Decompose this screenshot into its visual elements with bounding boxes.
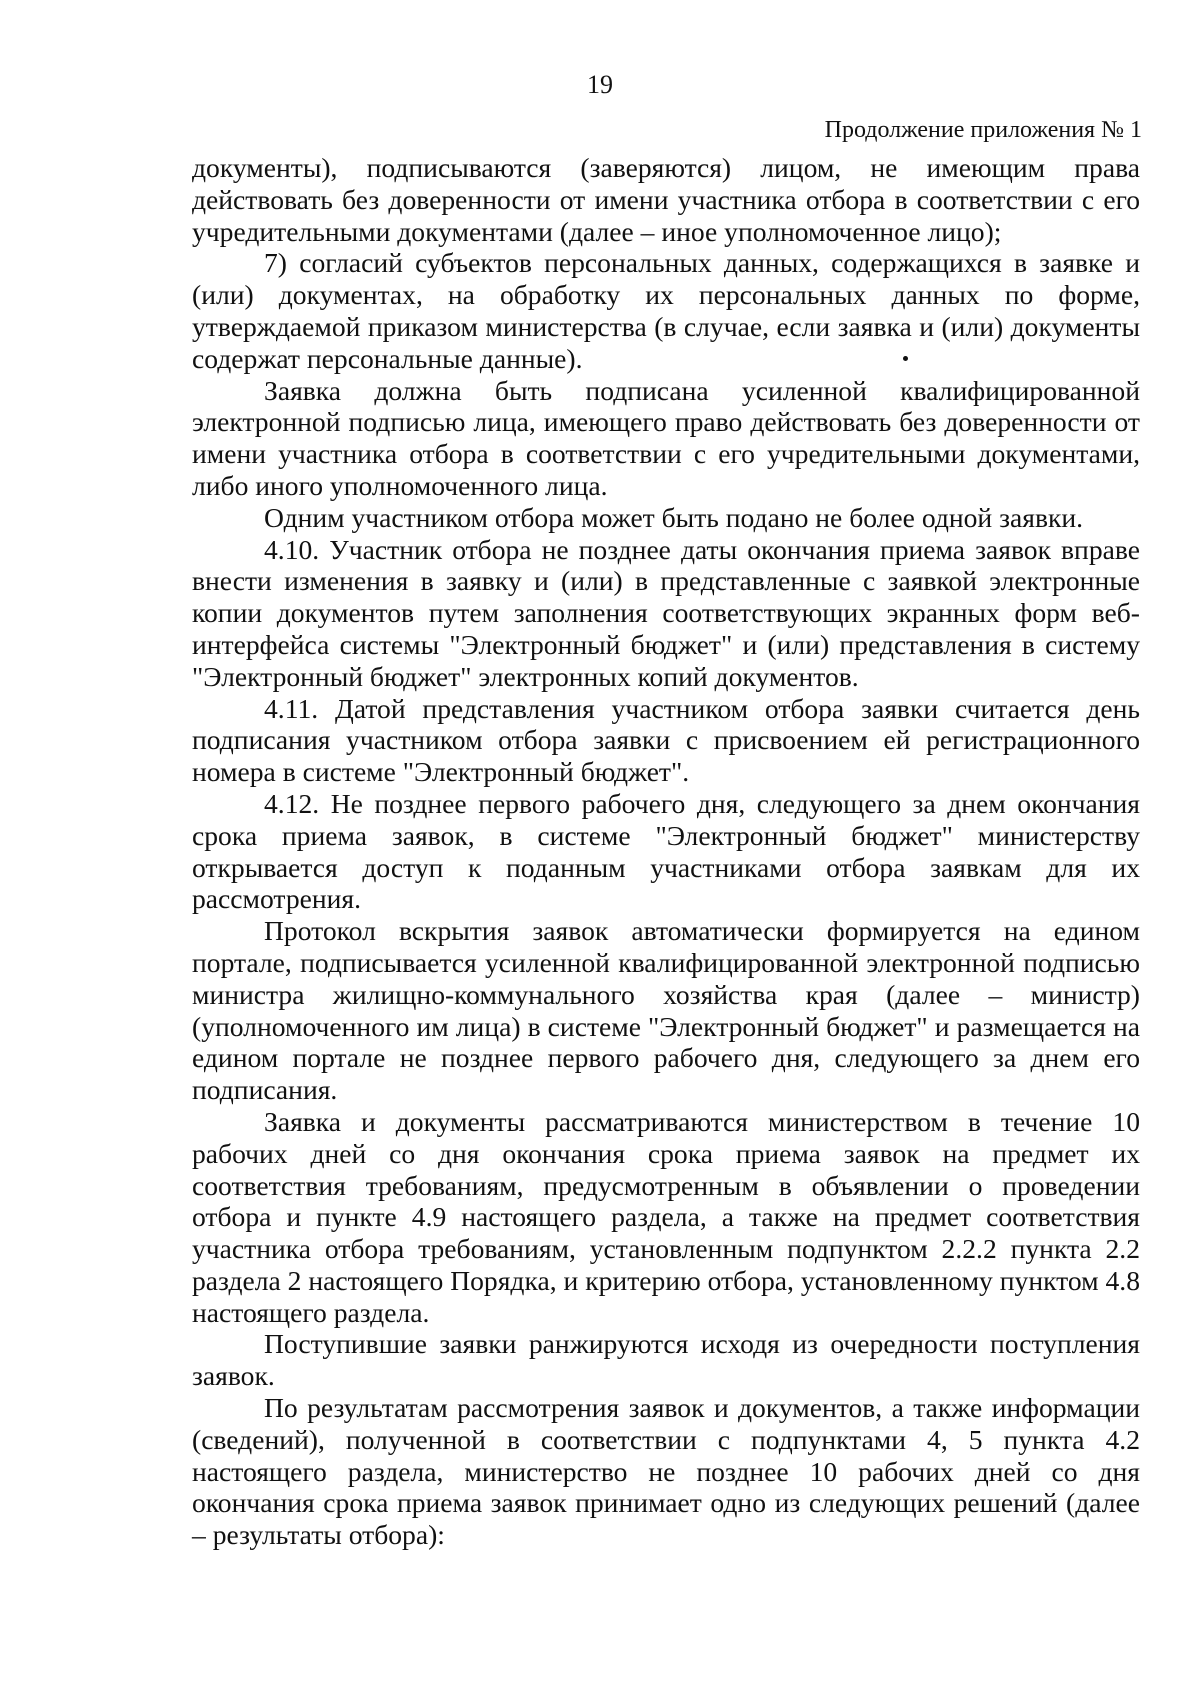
appendix-continuation-note: Продолжение приложения № 1 bbox=[824, 117, 1142, 143]
paragraph-4-10: 4.10. Участник отбора не позднее даты окончания приема заявок вправе внести изменения в заявку и (или) в представленные с заявкой электронные копии документов путем заполнения соответствующих экранных форм веб-интерфейса системы "Электронный бюджет" и (или) представления в систему "Электронный бюджет" электронных копий документов. bbox=[192, 533, 1140, 692]
paragraph-4-12: 4.12. Не позднее первого рабочего дня, следующего за днем окончания срока приема заявок, в системе "Электронный бюджет" министерству открывается доступ к поданным участниками отбора заявкам для их рассмотрения. bbox=[192, 787, 1140, 915]
paragraph-review-period: Заявка и документы рассматриваются министерством в течение 10 рабочих дней со дня окончания срока приема заявок на предмет их соответствия требованиям, предусмотренным в объявлении о проведении отбора и пункте 4.9 настоящего раздела, а также на предмет соответствия участника отбора требованиям, установленным подпунктом 2.2.2 пункта 2.2 раздела 2 настоящего Порядка, и критерию отбора, установленному пунктом 4.8 настоящего раздела. bbox=[192, 1105, 1140, 1328]
paragraph-continuation: документы), подписываются (заверяются) лицом, не имеющим права действовать без доверенности от имени участника отбора в соответствии с его учредительными документами (далее – иное уполномоченное лицо); bbox=[192, 152, 1140, 247]
document-body bbox=[192, 152, 1140, 1551]
scan-speck bbox=[903, 356, 908, 361]
paragraph-selection-results: По результатам рассмотрения заявок и документов, а также информации (сведений), полученной в соответствии с подпунктами 4, 5 пункта 4.2 настоящего раздела, министерство не позднее 10 рабочих дней со дня окончания срока приема заявок принимает одно из следующих решений (далее – результаты отбора): bbox=[192, 1392, 1140, 1551]
paragraph-signature-requirement: Заявка должна быть подписана усиленной квалифицированной электронной подписью лица, имеющего право действовать без доверенности от имени участника отбора в соответствии с его учредительными документами, либо иного уполномоченного лица. bbox=[192, 374, 1140, 501]
paragraph-ranking: Поступившие заявки ранжируются исходя из очередности поступления заявок. bbox=[192, 1328, 1140, 1392]
page-number: 19 bbox=[587, 70, 613, 99]
paragraph-single-application: Одним участником отбора может быть подано не более одной заявки. bbox=[264, 501, 1084, 533]
paragraph-opening-protocol: Протокол вскрытия заявок автоматически формируется на едином портале, подписывается усиленной квалифицированной электронной подписью министра жилищно-коммунального хозяйства края (далее – министр) (уполномоченного им лица) в системе "Электронный бюджет" и размещается на едином портале не позднее первого рабочего дня, следующего за днем его подписания. bbox=[192, 915, 1140, 1106]
paragraph-item-7: 7) согласий субъектов персональных данных, содержащихся в заявке и (или) документах, на обработку их персональных данных по форме, утверждаемой приказом министерства (в случае, если заявка и (или) документы содержат персональные данные). bbox=[192, 247, 1140, 374]
paragraph-4-11: 4.11. Датой представления участником отбора заявки считается день подписания участником отбора заявки с присвоением ей регистрационного номера в системе "Электронный бюджет". bbox=[192, 692, 1140, 788]
